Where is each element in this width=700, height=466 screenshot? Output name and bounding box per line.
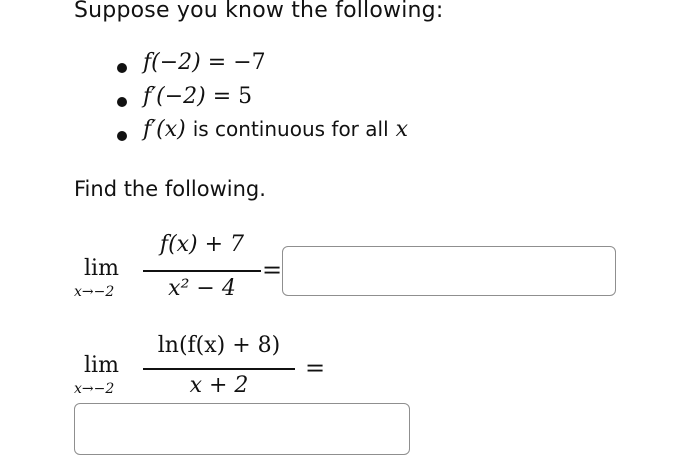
condition-3-variable: x bbox=[395, 117, 409, 142]
fraction-bar bbox=[143, 368, 295, 370]
answer-input-1[interactable] bbox=[282, 246, 616, 296]
fraction-numerator: ln(f(x) + 8) bbox=[157, 333, 281, 358]
limit-operator: lim bbox=[84, 353, 119, 378]
condition-1-rhs: −7 bbox=[233, 50, 266, 75]
condition-1 bbox=[143, 50, 266, 75]
equals-sign: = bbox=[305, 354, 326, 382]
bullet-icon bbox=[117, 131, 127, 141]
condition-3 bbox=[143, 117, 408, 142]
condition-3-words: is continuous for all bbox=[192, 117, 389, 141]
condition-1-relation: = bbox=[207, 50, 227, 75]
condition-2 bbox=[143, 84, 252, 109]
find-instruction: Find the following. bbox=[74, 177, 266, 201]
intro-text: Suppose you know the following: bbox=[74, 0, 444, 23]
fraction-denominator: x + 2 bbox=[189, 373, 249, 398]
fraction-bar bbox=[143, 270, 261, 272]
bullet-icon bbox=[117, 97, 127, 107]
limit-subscript: x→−2 bbox=[74, 284, 115, 300]
condition-2-lhs: f′(−2) bbox=[143, 84, 206, 109]
limit-operator: lim bbox=[84, 256, 119, 281]
condition-2-rhs: 5 bbox=[238, 84, 253, 109]
fraction-denominator: x² − 4 bbox=[168, 276, 236, 301]
condition-1-lhs: f(−2) bbox=[143, 50, 201, 75]
condition-3-lhs: f′(x) bbox=[143, 117, 186, 142]
limit-subscript: x→−2 bbox=[74, 381, 115, 397]
fraction-numerator: f(x) + 7 bbox=[159, 232, 245, 257]
bullet-icon bbox=[117, 63, 127, 73]
answer-input-2[interactable] bbox=[74, 403, 410, 455]
equals-sign: = bbox=[262, 256, 283, 284]
condition-2-relation: = bbox=[212, 84, 232, 109]
